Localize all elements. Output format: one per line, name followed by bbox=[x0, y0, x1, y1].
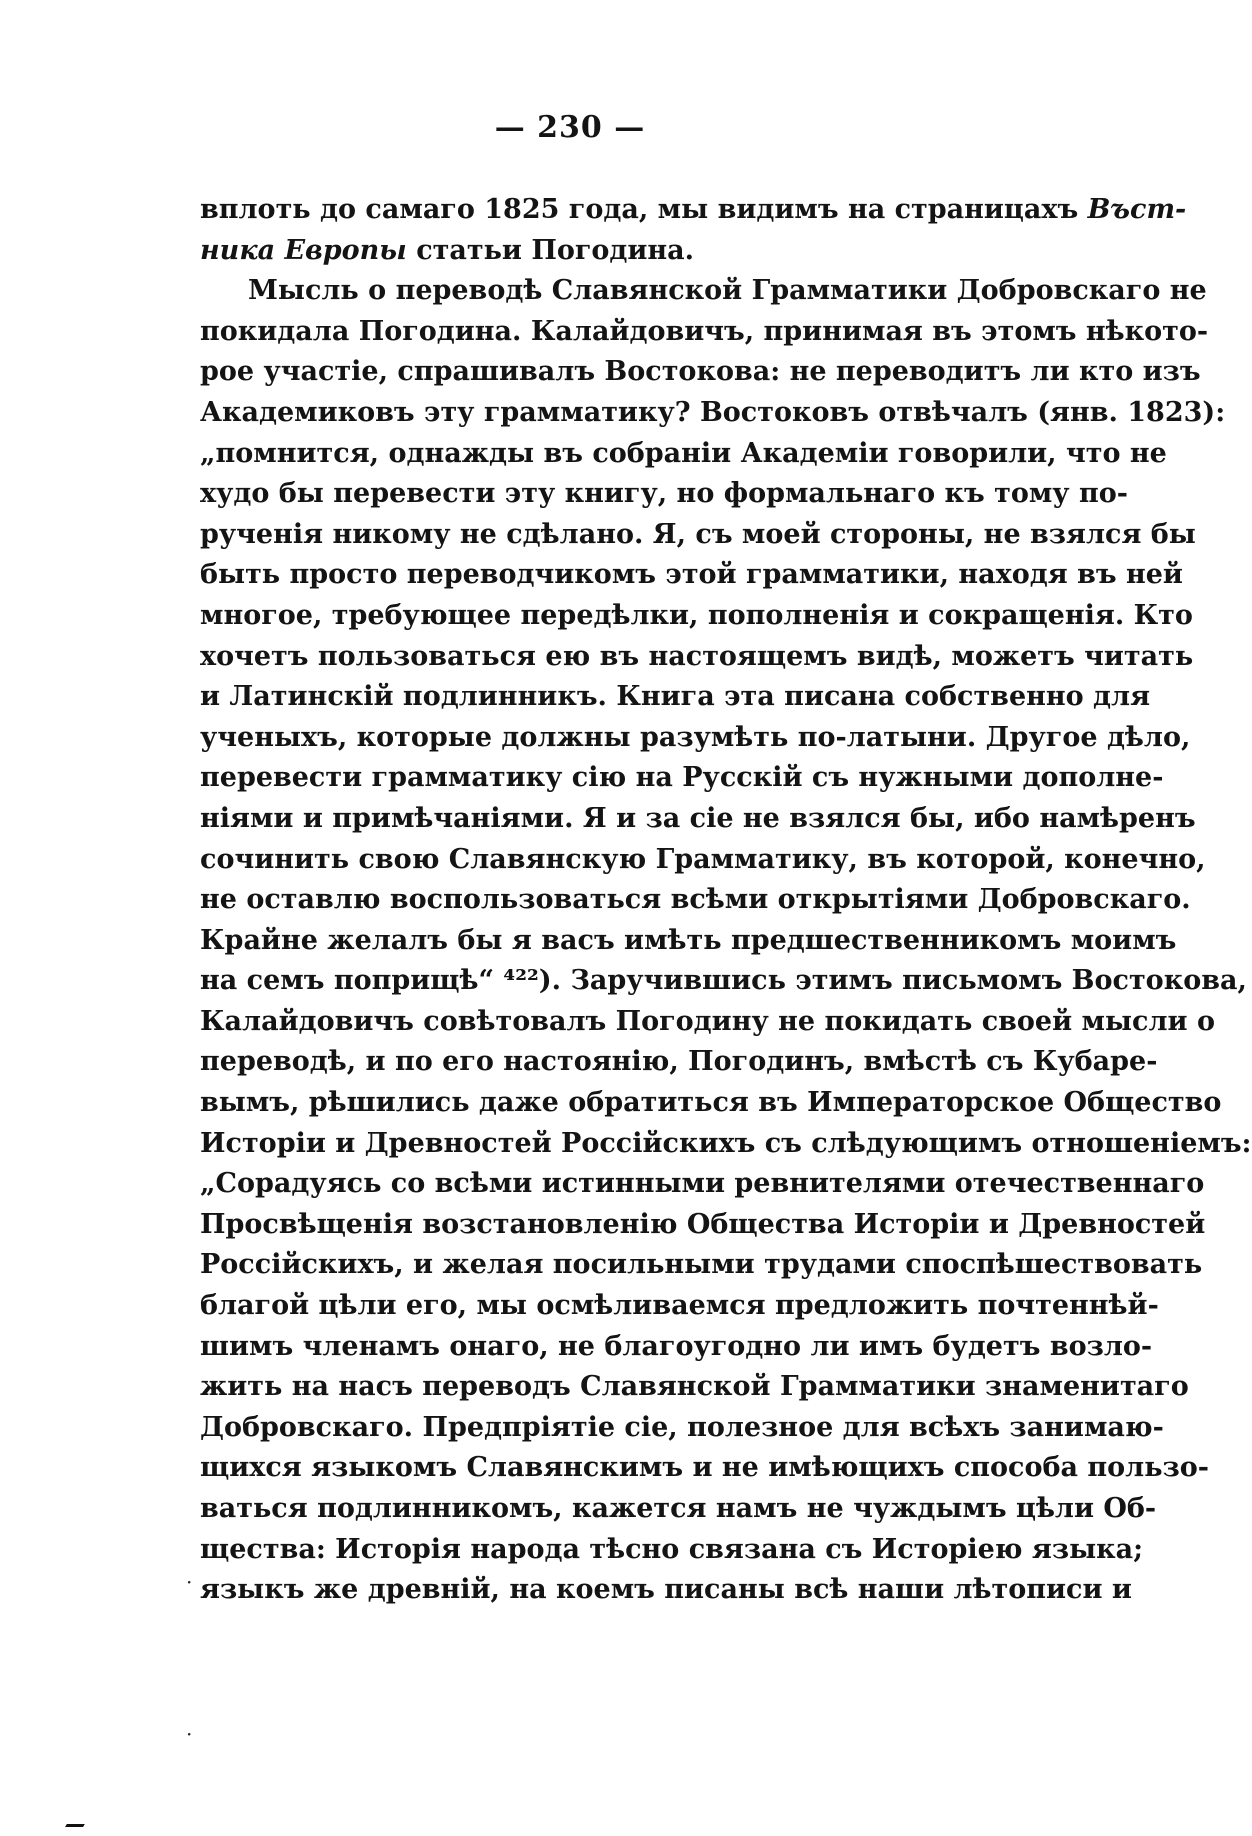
stray-dot: · bbox=[186, 1722, 193, 1746]
text-line: рученія никому не сдѣлано. Я, съ моей стороны, не взялся бы bbox=[200, 518, 1196, 550]
text-line: ника Европы статьи Погодина. bbox=[200, 234, 695, 266]
text-line: перевести грамматику сію на Русскій съ нужными дополне- bbox=[200, 762, 1164, 794]
text-line: Калайдовичъ совѣтовалъ Погодину не покидать своей мысли о bbox=[200, 1005, 1215, 1037]
text-line: Просвѣщенія возстановленію Общества Исторіи и Древностей bbox=[200, 1208, 1206, 1240]
text-line: переводѣ, и по его настоянію, Погодинъ, вмѣстѣ съ Кубаре- bbox=[200, 1046, 1158, 1078]
text-line: ваться подлинникомъ, кажется намъ не чуждымъ цѣли Об- bbox=[200, 1493, 1157, 1524]
text-line: не оставлю воспользоваться всѣми открытіями Добровскаго. bbox=[200, 884, 1191, 916]
text-line: жить на насъ переводъ Славянской Грамматики знаменитаго bbox=[200, 1371, 1189, 1403]
text-line: Мысль о переводѣ Славянской Грамматики Добровскаго не bbox=[248, 275, 1207, 307]
text-line: покидала Погодина. Калайдовичъ, принимая въ этомъ нѣкото- bbox=[200, 315, 1209, 347]
text-line: вплоть до самаго 1825 года, мы видимъ на страницахъ Въст- bbox=[200, 194, 1187, 225]
text-line: щества: Исторія народа тѣсно связана съ Исторіею языка; bbox=[200, 1533, 1144, 1565]
text-line: щихся языкомъ Славянскимъ и не имѣющихъ способа пользо- bbox=[200, 1452, 1209, 1484]
text-line: худо бы перевести эту книгу, но формальнаго къ тому по- bbox=[200, 478, 1128, 510]
text-line: быть просто переводчикомъ этой грамматики, находя въ ней bbox=[200, 559, 1183, 591]
text-line: благой цѣли его, мы осмѣливаемся предложить почтеннѣй- bbox=[200, 1290, 1159, 1322]
text-line: ученыхъ, которые должны разумѣть по-латыни. Другое дѣло, bbox=[200, 721, 1191, 753]
corner-mark bbox=[65, 1810, 93, 1827]
text-line: на семъ поприщѣ“ ⁴²²). Заручившись этимъ письмомъ Востокова, bbox=[200, 965, 1247, 997]
text-line: многое, требующее передѣлки, пополненія и сокращенія. Кто bbox=[200, 599, 1193, 631]
text-line: сочинить свою Славянскую Грамматику, въ которой, конечно, bbox=[200, 843, 1206, 875]
text-line: хочетъ пользоваться ею въ настоящемъ видѣ, можетъ читать bbox=[200, 640, 1194, 672]
text-line: Добровскаго. Предпріятіе сіе, полезное для всѣхъ занимаю- bbox=[200, 1411, 1164, 1443]
text-line: „Сорадуясь со всѣми истинными ревнителями отечественнаго bbox=[200, 1168, 1205, 1200]
text-line: вымъ, рѣшились даже обратиться въ Императорское Общество bbox=[200, 1087, 1222, 1119]
page-number: — 230 — bbox=[494, 110, 646, 145]
text-line: Крайне желалъ бы я васъ имѣть предшественникомъ моимъ bbox=[200, 924, 1177, 956]
text-line: рое участіе, спрашивалъ Востокова: не переводитъ ли кто изъ bbox=[200, 356, 1201, 388]
text-line: языкъ же древній, на коемъ писаны всѣ наши лѣтописи и bbox=[200, 1574, 1132, 1606]
margin-dot: · bbox=[186, 1570, 193, 1594]
text-line: ніями и примѣчаніями. Я и за сіе не взялся бы, ибо намѣренъ bbox=[200, 802, 1196, 834]
text-line: Академиковъ эту грамматику? Востоковъ отвѣчалъ (янв. 1823): bbox=[200, 396, 1226, 428]
text-line: Россійскихъ, и желая посильными трудами споспѣшествовать bbox=[200, 1249, 1203, 1281]
text-line: „помнится, однажды въ собраніи Академіи говорили, что не bbox=[200, 437, 1167, 469]
text-line: Исторіи и Древностей Россійскихъ съ слѣдующимъ отношеніемъ: bbox=[200, 1127, 1252, 1159]
text-line: и Латинскій подлинникъ. Книга эта писана собственно для bbox=[200, 681, 1151, 713]
body-text bbox=[200, 190, 1252, 1611]
text-line: шимъ членамъ онаго, не благоугодно ли имъ будетъ возло- bbox=[200, 1330, 1153, 1362]
